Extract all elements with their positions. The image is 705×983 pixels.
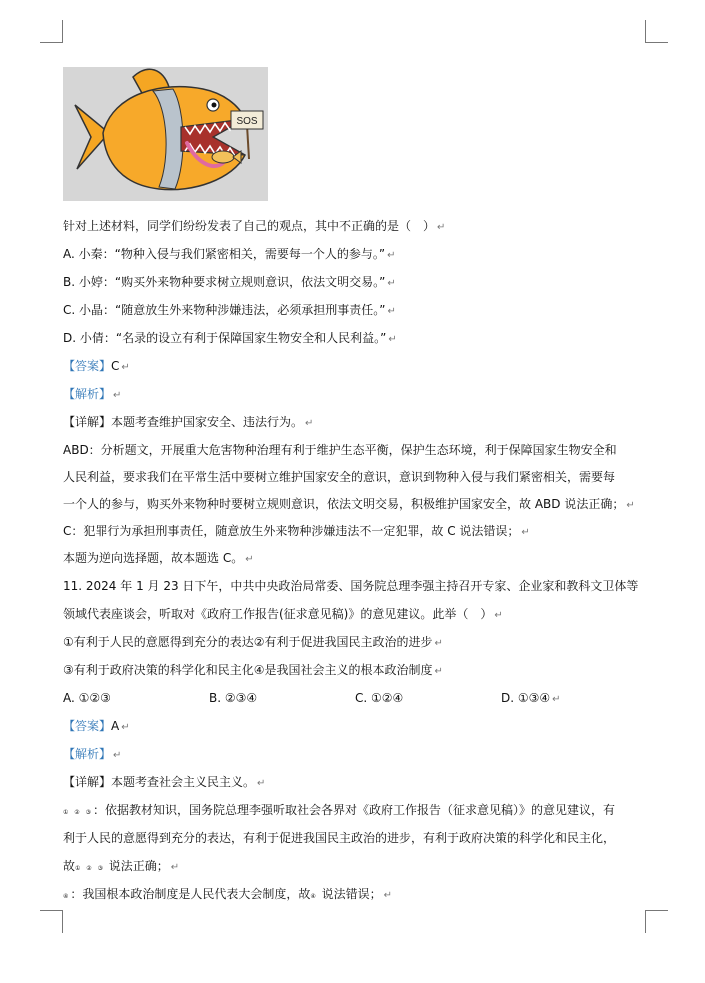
paragraph-mark: ↵ bbox=[113, 390, 122, 401]
invasive-species-cartoon bbox=[63, 67, 268, 201]
q10-detail-line bbox=[63, 414, 313, 432]
q11-detail-line bbox=[63, 774, 265, 792]
q10-answer-line bbox=[63, 358, 130, 376]
q11-option-c: C. ①②④ bbox=[355, 691, 404, 705]
q10-analysis-line bbox=[63, 386, 121, 404]
stem-text: 领域代表座谈会，听取对《政府工作报告(征求意见稿)》的意见建议。此举（ ） bbox=[63, 607, 493, 621]
circled-marks: ① ② ③ bbox=[75, 865, 105, 872]
q11-option-a: A. ①②③ bbox=[63, 691, 111, 705]
corner-mark-top-right bbox=[645, 20, 668, 43]
q11-detail: 本题考查社会主义民主义。 bbox=[111, 775, 256, 789]
explanation-text: 说法正确； bbox=[104, 859, 169, 873]
explanation-text: ：我国根本政治制度是人民代表大会制度，故 bbox=[70, 887, 311, 901]
circled-mark: ④ bbox=[310, 893, 318, 900]
q10-stem: 针对上述材料，同学们纷纷发表了自己的观点，其中不正确的是（ ） bbox=[63, 219, 436, 233]
paragraph-mark: ↵ bbox=[113, 750, 122, 761]
analysis-tag: 【解析】 bbox=[63, 747, 112, 761]
q10-option-a bbox=[63, 246, 395, 264]
q10-abd-line-3 bbox=[63, 496, 635, 514]
paragraph-mark: ↵ bbox=[388, 334, 397, 345]
corner-mark-bottom-left bbox=[40, 910, 63, 933]
detail-tag: 【详解】 bbox=[63, 415, 112, 429]
paragraph-mark: ↵ bbox=[121, 362, 130, 373]
paragraph-mark: ↵ bbox=[437, 222, 446, 233]
statement-text: ①有利于人民的意愿得到充分的表达②有利于促进我国民主政治的进步 bbox=[63, 635, 433, 649]
paragraph-mark: ↵ bbox=[521, 527, 530, 538]
option-text: C. 小晶：“随意放生外来物种涉嫌违法，必须承担刑事责任。” bbox=[63, 303, 386, 317]
q11-explanation-line-2: 利于人民的意愿得到充分的表达，有利于促进我国民主政治的进步，有利于政府决策的科学化和民主化， bbox=[63, 831, 616, 845]
paragraph-mark: ↵ bbox=[387, 250, 396, 261]
q10-option-d bbox=[63, 330, 397, 348]
q11-explanation-line-3 bbox=[63, 858, 179, 877]
answer-tag: 【答案】 bbox=[63, 719, 112, 733]
statement-text: ③有利于政府决策的科学化和民主化④是我国社会主义的根本政治制度 bbox=[63, 663, 433, 677]
option-text: D. 小倩：“名录的设立有利于保障国家生物安全和人民利益。” bbox=[63, 331, 387, 345]
paragraph-mark: ↵ bbox=[383, 890, 393, 901]
q11-statements-line-1 bbox=[63, 634, 443, 652]
q10-option-c bbox=[63, 302, 396, 320]
conclusion-text: 本题为逆向选择题，故本题选 C。 bbox=[63, 551, 244, 565]
paragraph-mark: ↵ bbox=[434, 638, 443, 649]
circled-marks: ① ② ③ bbox=[63, 809, 93, 816]
q11-answer: A bbox=[111, 719, 120, 733]
q11-explanation-line-1 bbox=[63, 802, 615, 821]
detail-tag: 【详解】 bbox=[63, 775, 112, 789]
q10-detail: 本题考查维护国家安全、违法行为。 bbox=[111, 415, 304, 429]
circled-mark: ④ bbox=[63, 893, 71, 900]
paragraph-mark: ↵ bbox=[170, 862, 180, 873]
q11-options-row bbox=[63, 690, 561, 708]
q11-explanation-line-4 bbox=[63, 886, 392, 905]
q10-option-b bbox=[63, 274, 396, 292]
paragraph-mark: ↵ bbox=[257, 778, 266, 789]
paragraph-mark: ↵ bbox=[552, 694, 561, 705]
q10-answer: C bbox=[111, 359, 120, 373]
q11-statements-line-2 bbox=[63, 662, 443, 680]
q11-option-d: D. ①③④ bbox=[501, 691, 551, 705]
q10-abd-line-2: 人民利益，要求我们在平常生活中要树立维护国家安全的意识，意识到物种入侵与我们紧密相关，需要每 bbox=[63, 470, 616, 484]
paragraph-mark: ↵ bbox=[387, 278, 396, 289]
q10-c-line bbox=[63, 523, 530, 541]
option-text: B. 小婷：“购买外来物种要求树立规则意识，依法文明交易。” bbox=[63, 275, 386, 289]
q11-analysis-line bbox=[63, 746, 121, 764]
paragraph-mark: ↵ bbox=[494, 610, 503, 621]
option-text: A. 小秦：“物种入侵与我们紧密相关，需要每一个人的参与。” bbox=[63, 247, 386, 261]
q11-stem-line-1: 11. 2024 年 1 月 23 日下午，中共中央政治局常委、国务院总理李强主持召开专家、企业家和教科文卫体等 bbox=[63, 579, 639, 593]
paragraph-mark: ↵ bbox=[626, 500, 635, 511]
paragraph-mark: ↵ bbox=[245, 554, 254, 565]
q10-conclusion-line bbox=[63, 550, 254, 568]
analysis-tag: 【解析】 bbox=[63, 387, 112, 401]
paragraph-mark: ↵ bbox=[121, 722, 130, 733]
q10-abd-line-1: ABD：分析题文，开展重大危害物种治理有利于维护生态平衡，保护生态环境，利于保障国家生物安全和 bbox=[63, 443, 617, 457]
sos-sign-text: SOS bbox=[236, 116, 258, 127]
abd-text: 一个人的参与，购买外来物种时要树立规则意识，依法文明交易，积极维护国家安全，故 ABD 说法正确； bbox=[63, 497, 625, 511]
q11-answer-line bbox=[63, 718, 130, 736]
explanation-text: 说法错误； bbox=[317, 887, 382, 901]
answer-tag: 【答案】 bbox=[63, 359, 112, 373]
corner-mark-bottom-right bbox=[645, 910, 668, 933]
explanation-text: ：依据教材知识，国务院总理李强听取社会各界对《政府工作报告（征求意见稿）》的意见建议，有 bbox=[92, 803, 615, 817]
corner-mark-top-left bbox=[40, 20, 63, 43]
paragraph-mark: ↵ bbox=[305, 418, 314, 429]
shark-illustration bbox=[63, 67, 268, 201]
q11-stem-line-2 bbox=[63, 606, 503, 624]
q11-option-b: B. ②③④ bbox=[209, 691, 258, 705]
paragraph-mark: ↵ bbox=[434, 666, 443, 677]
c-text: C：犯罪行为承担刑事责任，随意放生外来物种涉嫌违法不一定犯罪，故 C 说法错误； bbox=[63, 524, 520, 538]
explanation-text: 故 bbox=[63, 859, 76, 873]
paragraph-mark: ↵ bbox=[387, 306, 396, 317]
q10-stem-line bbox=[63, 218, 445, 236]
